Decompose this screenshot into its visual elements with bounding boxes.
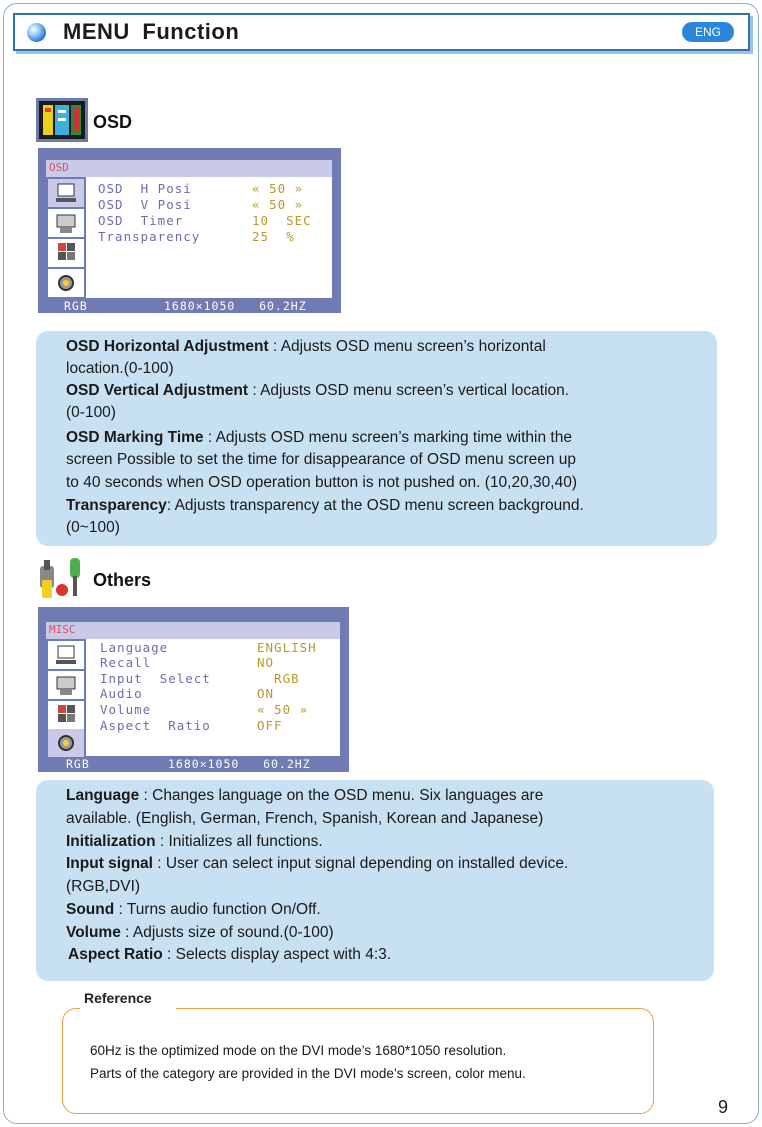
printer-icon bbox=[48, 209, 84, 237]
osd-menu-title: OSD bbox=[49, 161, 69, 174]
misc-title-bar bbox=[46, 622, 340, 639]
misc-screen bbox=[46, 622, 340, 756]
osd-row-label: OSD V Posi bbox=[98, 197, 192, 212]
desc-line: OSD Vertical Adjustment : Adjusts OSD menu screen’s vertical location. bbox=[66, 382, 570, 399]
desc-line: screen Possible to set the time for disappearance of OSD menu screen up bbox=[66, 451, 577, 468]
osd-footer-source: RGB bbox=[64, 299, 88, 313]
osd-sidebar bbox=[46, 177, 86, 298]
misc-menu-screenshot bbox=[38, 607, 349, 772]
grid-icon bbox=[48, 701, 84, 729]
misc-row-label: Input Select bbox=[100, 671, 211, 686]
page-title: MENU Function bbox=[63, 19, 240, 44]
misc-footer-source: RGB bbox=[66, 757, 90, 771]
desc-line: to 40 seconds when OSD operation button is not pushed on. (10,20,30,40) bbox=[66, 474, 577, 491]
desc-line: Initialization : Initializes all functions. bbox=[66, 833, 323, 850]
misc-row-value: NO bbox=[257, 655, 275, 670]
desc-line: location.(0-100) bbox=[66, 360, 174, 377]
misc-sidebar bbox=[46, 639, 86, 756]
misc-row-label: Volume bbox=[100, 702, 152, 717]
misc-menu-title: MISC bbox=[49, 623, 76, 636]
reference-box bbox=[62, 1008, 654, 1114]
desc-line: available. (English, German, French, Spanish, Korean and Japanese) bbox=[66, 810, 544, 827]
osd-row-label: OSD Timer bbox=[98, 213, 184, 228]
desc-line: (RGB,DVI) bbox=[66, 878, 141, 895]
desc-line: Transparency: Adjusts transparency at the OSD menu screen background. bbox=[66, 497, 584, 514]
misc-row-value: ENGLISH bbox=[257, 640, 317, 655]
misc-row-label: Aspect Ratio bbox=[100, 718, 211, 733]
desc-line: Sound : Turns audio function On/Off. bbox=[66, 901, 321, 918]
osd-footer-resolution: 1680×1050 60.2HZ bbox=[164, 299, 307, 313]
desc-line: Language : Changes language on the OSD menu. Six languages are bbox=[66, 787, 544, 804]
osd-row-label: Transparency bbox=[98, 229, 201, 244]
desc-line: OSD Horizontal Adjustment : Adjusts OSD menu screen’s horizontal bbox=[66, 338, 546, 355]
printer-icon bbox=[48, 671, 84, 699]
language-badge: ENG bbox=[682, 22, 734, 42]
monitor-icon bbox=[48, 641, 84, 669]
others-section-title: Others bbox=[93, 570, 152, 590]
gear-icon bbox=[48, 729, 84, 757]
misc-row-value: OFF bbox=[257, 718, 283, 733]
tools-section-icon bbox=[36, 556, 88, 600]
osd-section-icon bbox=[36, 98, 88, 142]
osd-menu-screenshot bbox=[38, 148, 341, 313]
osd-row-value: « 50 » bbox=[252, 181, 304, 196]
gear-icon bbox=[48, 269, 84, 297]
desc-line: Input signal : User can select input signal depending on installed device. bbox=[66, 855, 569, 872]
misc-row-value: ON bbox=[257, 686, 275, 701]
page-number: 9 bbox=[718, 1097, 729, 1117]
misc-row-value: « 50 » bbox=[257, 702, 309, 717]
reference-label: Reference bbox=[84, 990, 152, 1006]
others-description-box bbox=[36, 780, 714, 981]
reference-line: 60Hz is the optimized mode on the DVI mode’s 1680*1050 resolution. bbox=[90, 1043, 507, 1058]
osd-row-label: OSD H Posi bbox=[98, 181, 192, 196]
osd-row-value: 25 % bbox=[252, 229, 295, 244]
osd-row-value: « 50 » bbox=[252, 197, 304, 212]
monitor-icon bbox=[48, 179, 84, 207]
osd-row-value: 10 SEC bbox=[252, 213, 312, 228]
misc-row-label: Audio bbox=[100, 686, 143, 701]
bullet-icon bbox=[27, 23, 46, 42]
misc-row-value: RGB bbox=[257, 671, 300, 686]
osd-description-box bbox=[36, 331, 717, 546]
misc-footer-resolution: 1680×1050 60.2HZ bbox=[168, 757, 311, 771]
osd-section-title: OSD bbox=[93, 112, 133, 132]
desc-line: Volume : Adjusts size of sound.(0-100) bbox=[66, 924, 334, 941]
osd-screen bbox=[46, 160, 332, 298]
osd-title-bar bbox=[46, 160, 332, 177]
header-bar bbox=[13, 13, 750, 51]
desc-line: OSD Marking Time : Adjusts OSD menu screen’s marking time within the bbox=[66, 429, 572, 446]
grid-icon bbox=[48, 239, 84, 267]
desc-line: Aspect Ratio : Selects display aspect with 4:3. bbox=[68, 946, 392, 963]
misc-row-label: Language bbox=[100, 640, 169, 655]
desc-line: (0~100) bbox=[66, 519, 120, 536]
reference-line: Parts of the category are provided in the DVI mode’s screen, color menu. bbox=[90, 1066, 526, 1081]
misc-row-label: Recall bbox=[100, 655, 152, 670]
desc-line: (0-100) bbox=[66, 404, 116, 421]
